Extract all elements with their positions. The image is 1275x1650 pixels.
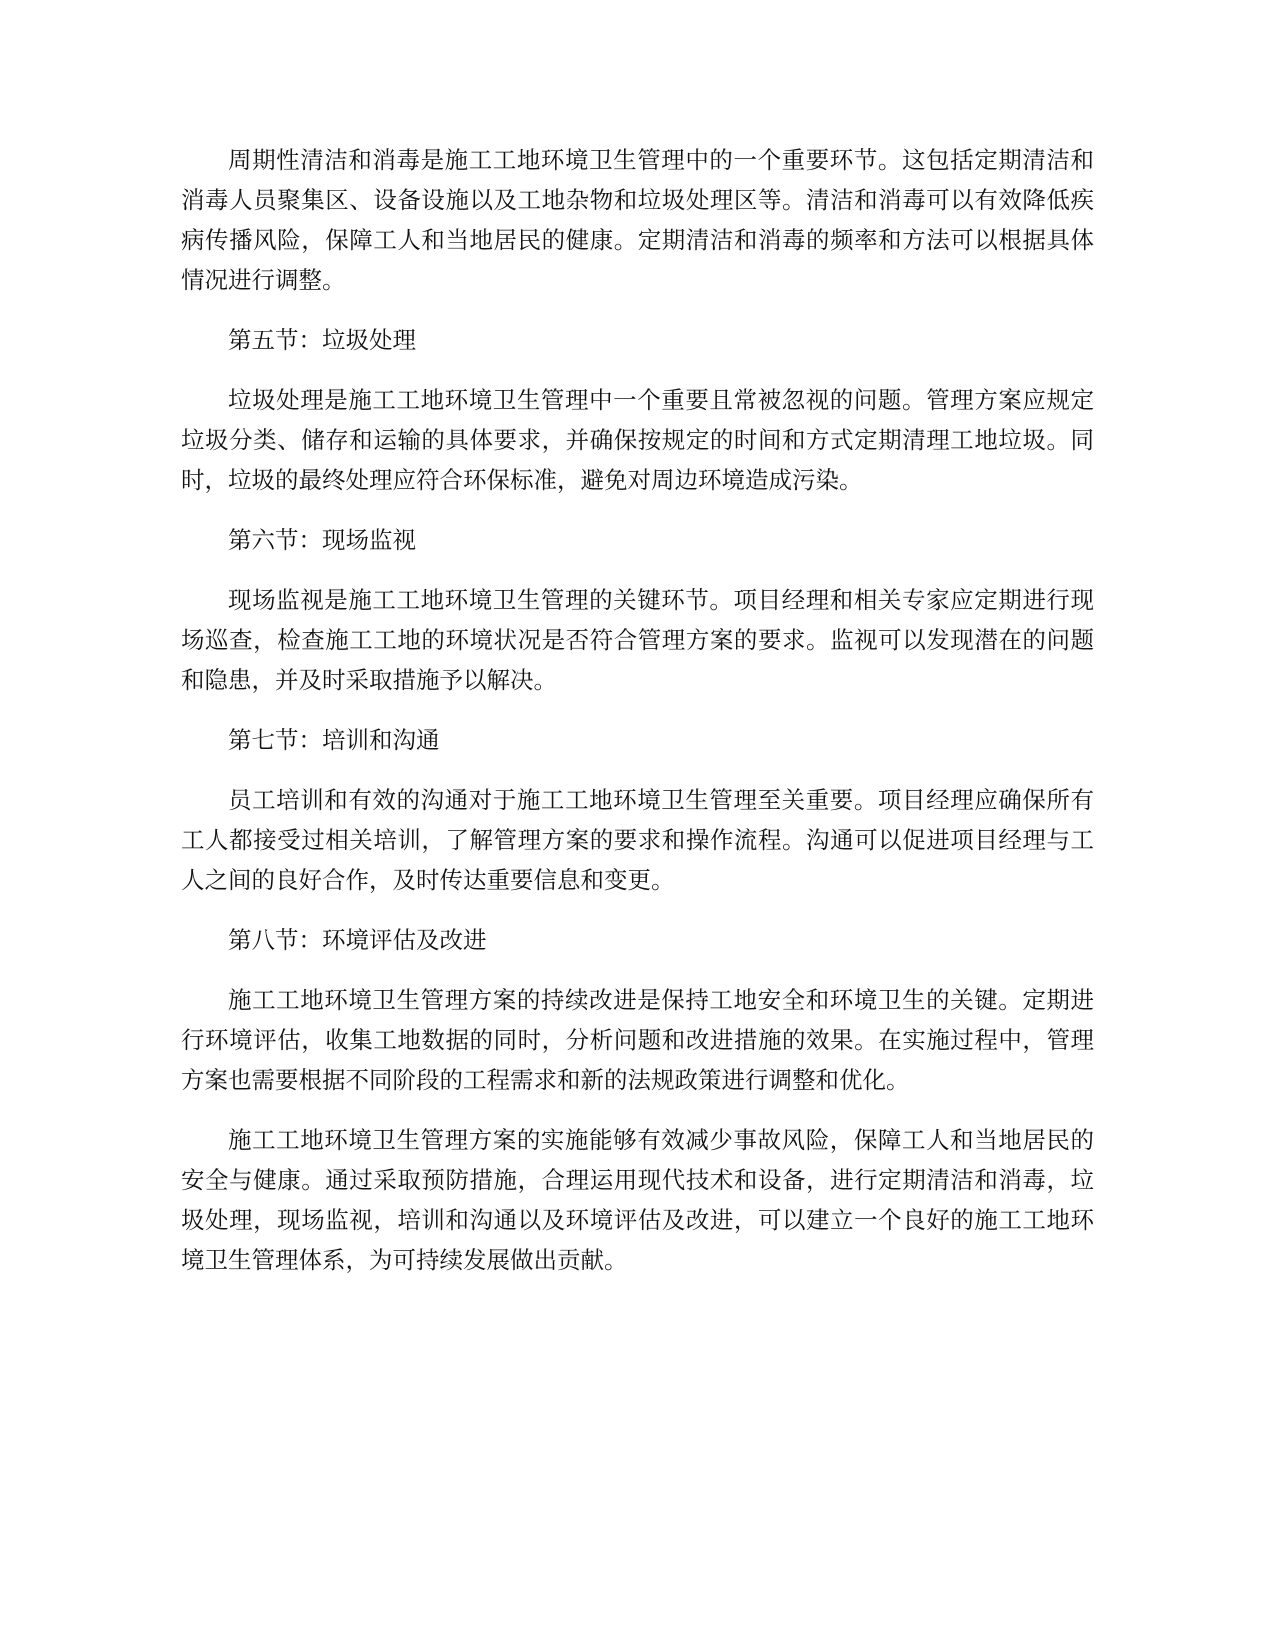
paragraph-periodic-cleaning: 周期性清洁和消毒是施工工地环境卫生管理中的一个重要环节。这包括定期清洁和消毒人员聚集区、设备设施以及工地杂物和垃圾处理区等。清洁和消毒可以有效降低疾病传播风险，保障工人和当地居民的健康。定期清洁和消毒的频率和方法可以根据具体情况进行调整。 bbox=[181, 146, 1094, 294]
section-heading-5: 第五节：垃圾处理 bbox=[228, 326, 416, 354]
section-heading-8: 第八节：环境评估及改进 bbox=[228, 926, 487, 954]
paragraph-conclusion: 施工工地环境卫生管理方案的实施能够有效减少事故风险，保障工人和当地居民的安全与健康。通过采取预防措施，合理运用现代技术和设备，进行定期清洁和消毒，垃圾处理，现场监视，培训和沟通以及环境评估及改进，可以建立一个良好的施工工地环境卫生管理体系，为可持续发展做出贡献。 bbox=[181, 1126, 1094, 1274]
section-heading-6: 第六节：现场监视 bbox=[228, 526, 416, 554]
document-body bbox=[181, 140, 1094, 1300]
paragraph-evaluation-improvement: 施工工地环境卫生管理方案的持续改进是保持工地安全和环境卫生的关键。定期进行环境评估，收集工地数据的同时，分析问题和改进措施的效果。在实施过程中，管理方案也需要根据不同阶段的工程需求和新的法规政策进行调整和优化。 bbox=[181, 986, 1094, 1094]
section-heading-7: 第七节：培训和沟通 bbox=[228, 726, 440, 754]
paragraph-site-monitoring: 现场监视是施工工地环境卫生管理的关键环节。项目经理和相关专家应定期进行现场巡查，检查施工工地的环境状况是否符合管理方案的要求。监视可以发现潜在的问题和隐患，并及时采取措施予以解决。 bbox=[181, 586, 1094, 694]
paragraph-waste-disposal: 垃圾处理是施工工地环境卫生管理中一个重要且常被忽视的问题。管理方案应规定垃圾分类、储存和运输的具体要求，并确保按规定的时间和方式定期清理工地垃圾。同时，垃圾的最终处理应符合环保标准，避免对周边环境造成污染。 bbox=[181, 386, 1094, 494]
paragraph-training-communication: 员工培训和有效的沟通对于施工工地环境卫生管理至关重要。项目经理应确保所有工人都接受过相关培训，了解管理方案的要求和操作流程。沟通可以促进项目经理与工人之间的良好合作，及时传达重要信息和变更。 bbox=[181, 786, 1094, 894]
